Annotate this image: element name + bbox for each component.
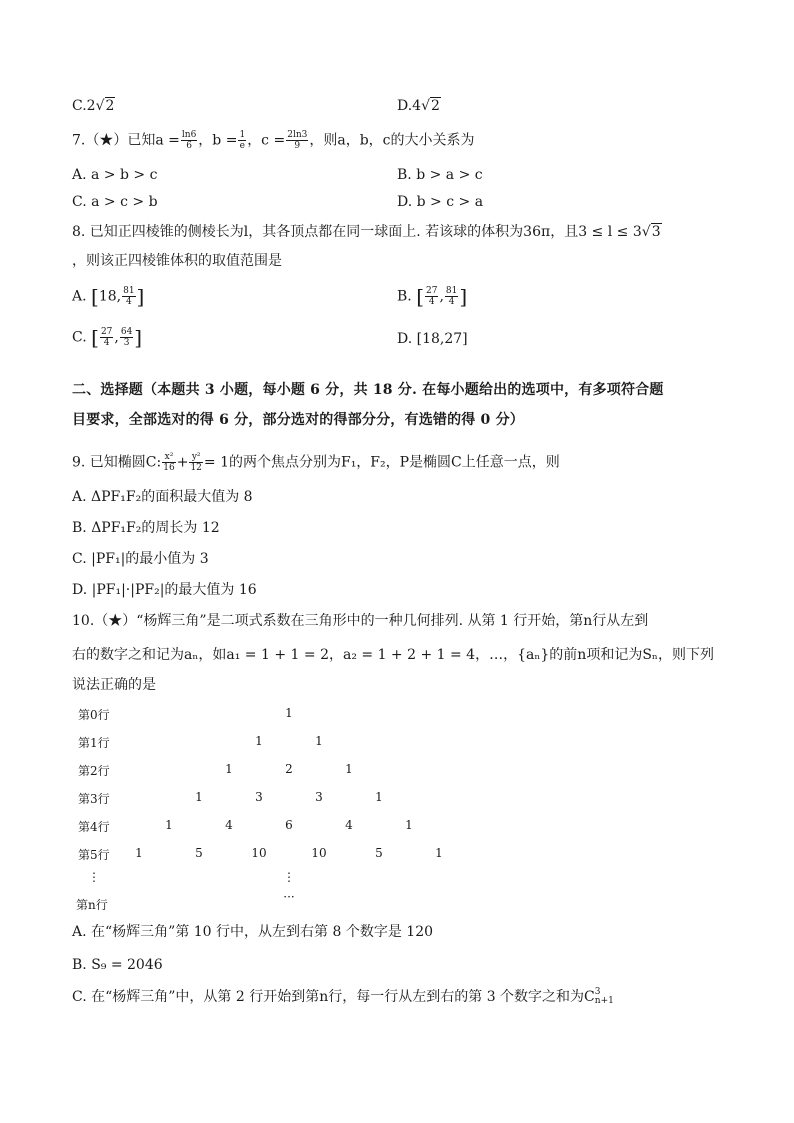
triangle-number: 1 bbox=[165, 818, 173, 832]
q10-option-c: C. 在“杨辉三角”中，从第 2 行开始到第n行，每一行从左到右的第 3 个数字之和为C 3 n+1 bbox=[72, 987, 614, 1006]
triangle-number: 5 bbox=[375, 846, 383, 860]
q9-option-c: C. |PF₁|的最小值为 3 bbox=[72, 551, 209, 567]
triangle-number: 3 bbox=[315, 790, 323, 804]
q7-stem bbox=[72, 130, 475, 151]
q7-b-fraction: $\frac{1}{e}$ bbox=[239, 130, 246, 151]
q6-option-d bbox=[397, 96, 441, 116]
q10-stem-line3: 说法正确的是 bbox=[72, 677, 156, 693]
triangle-number: 1 bbox=[315, 734, 323, 748]
triangle-number: 1 bbox=[255, 734, 263, 748]
q10-option-b: B. S₉ = 2046 bbox=[72, 957, 163, 973]
triangle-row-label: 第1行 bbox=[78, 736, 110, 750]
q7-option-c: C. a > c > b bbox=[72, 194, 158, 210]
q6-option-d-text: D.4 bbox=[397, 98, 422, 114]
q9-option-a: A. ΔPF₁F₂的面积最大值为 8 bbox=[72, 489, 253, 505]
triangle-number: 1 bbox=[225, 762, 233, 776]
q8-option-d: D. [18,27] bbox=[397, 331, 468, 347]
triangle-ellipsis: ··· bbox=[283, 890, 295, 904]
triangle-number: 10 bbox=[251, 846, 267, 860]
triangle-row-label: 第n行 bbox=[76, 898, 108, 912]
q10-stem-line1: 10.（★）“杨辉三角”是二项式系数在三角形中的一种几何排列. 从第 1 行开始，第n行从左到 bbox=[72, 613, 649, 629]
section2-heading-line1: 二、选择题（本题共 3 小题，每小题 6 分，共 18 分. 在每小题给出的选项中，有多项符合题 bbox=[72, 382, 664, 398]
q8-line1-text: 8. 已知正四棱锥的侧棱长为l，其各顶点都在同一球面上. 若该球的体积为36π，且3 ≤ l ≤ 3 bbox=[72, 224, 642, 240]
sqrt-sign: √2 bbox=[421, 98, 440, 114]
triangle-number: 10 bbox=[311, 846, 327, 860]
q7-option-a: A. a > b > c bbox=[72, 167, 158, 183]
section2-heading-line2: 目要求，全部选对的得 6 分，部分选对的得部分分，有选错的得 0 分） bbox=[72, 412, 524, 428]
q7-option-b: B. b > a > c bbox=[397, 167, 483, 183]
triangle-number: 1 bbox=[285, 706, 293, 720]
triangle-row-label: 第2行 bbox=[78, 764, 110, 778]
triangle-number: 3 bbox=[255, 790, 263, 804]
triangle-number: 1 bbox=[375, 790, 383, 804]
q8-option-c: C. [ $\frac{27}{4}$ , $\frac{64}{3}$ ] bbox=[72, 325, 143, 350]
q8-option-b: B. [ $\frac{27}{4}$ , $\frac{81}{4}$ ] bbox=[397, 284, 468, 309]
sqrt-sign: √2 bbox=[95, 98, 115, 114]
q7-c-prefix: ，c = bbox=[247, 132, 286, 149]
triangle-row-label: 第3行 bbox=[78, 792, 110, 806]
sqrt-sign: √3 bbox=[641, 224, 661, 240]
triangle-number: 1 bbox=[135, 846, 143, 860]
triangle-number: 4 bbox=[225, 818, 233, 832]
triangle-number: 5 bbox=[195, 846, 203, 860]
q10-option-a: A. 在“杨辉三角”第 10 行中，从左到右第 8 个数字是 120 bbox=[72, 924, 434, 940]
triangle-row-label: 第4行 bbox=[78, 820, 110, 834]
q7-c-fraction: $\frac{2\ln 3}{9}$ bbox=[287, 130, 308, 151]
triangle-number: 6 bbox=[285, 818, 293, 832]
q6-option-c-text: C.2 bbox=[72, 98, 96, 114]
q7-suffix: ，则a，b，c的大小关系为 bbox=[309, 132, 475, 149]
q7-b-prefix: ，b = bbox=[198, 132, 238, 149]
triangle-number: 4 bbox=[345, 818, 353, 832]
triangle-number: 2 bbox=[285, 762, 293, 776]
triangle-number: 1 bbox=[435, 846, 443, 860]
q8-stem-line1 bbox=[72, 222, 662, 242]
q7-option-d: D. b > c > a bbox=[397, 194, 484, 210]
q9-stem: 9. 已知椭圆C: $\frac{\text{x²}}{16}$ + $\frac{\text{y²}}{12}$ = 1的两个焦点分别为F₁，F₂，P是椭圆C上任意一点，则 bbox=[72, 452, 560, 473]
triangle-vdots-center: ⋮ bbox=[283, 870, 295, 884]
triangle-row-label: 第0行 bbox=[78, 708, 110, 722]
q8-option-a: A. [18, $\frac{81}{4}$ ] bbox=[72, 284, 145, 309]
q9-option-b: B. ΔPF₁F₂的周长为 12 bbox=[72, 520, 220, 536]
triangle-number: 1 bbox=[195, 790, 203, 804]
q7-prefix: 7.（★）已知a = bbox=[72, 132, 180, 149]
q6-option-c bbox=[72, 96, 115, 116]
triangle-row-label: 第5行 bbox=[78, 848, 110, 862]
q7-a-fraction: $\frac{\ln 6}{6}$ bbox=[181, 130, 197, 151]
q8-stem-line2: ，则该正四棱锥体积的取值范围是 bbox=[72, 253, 282, 269]
triangle-number: 1 bbox=[405, 818, 413, 832]
triangle-vdots-left: ⋮ bbox=[88, 870, 100, 884]
q10-stem-line2: 右的数字之和记为aₙ，如a₁ = 1 + 1 = 2，a₂ = 1 + 2 + 1 = 4，…，{aₙ}的前n项和记为Sₙ，则下列 bbox=[72, 647, 714, 663]
q9-option-d: D. |PF₁|·|PF₂|的最大值为 16 bbox=[72, 582, 257, 598]
triangle-number: 1 bbox=[345, 762, 353, 776]
